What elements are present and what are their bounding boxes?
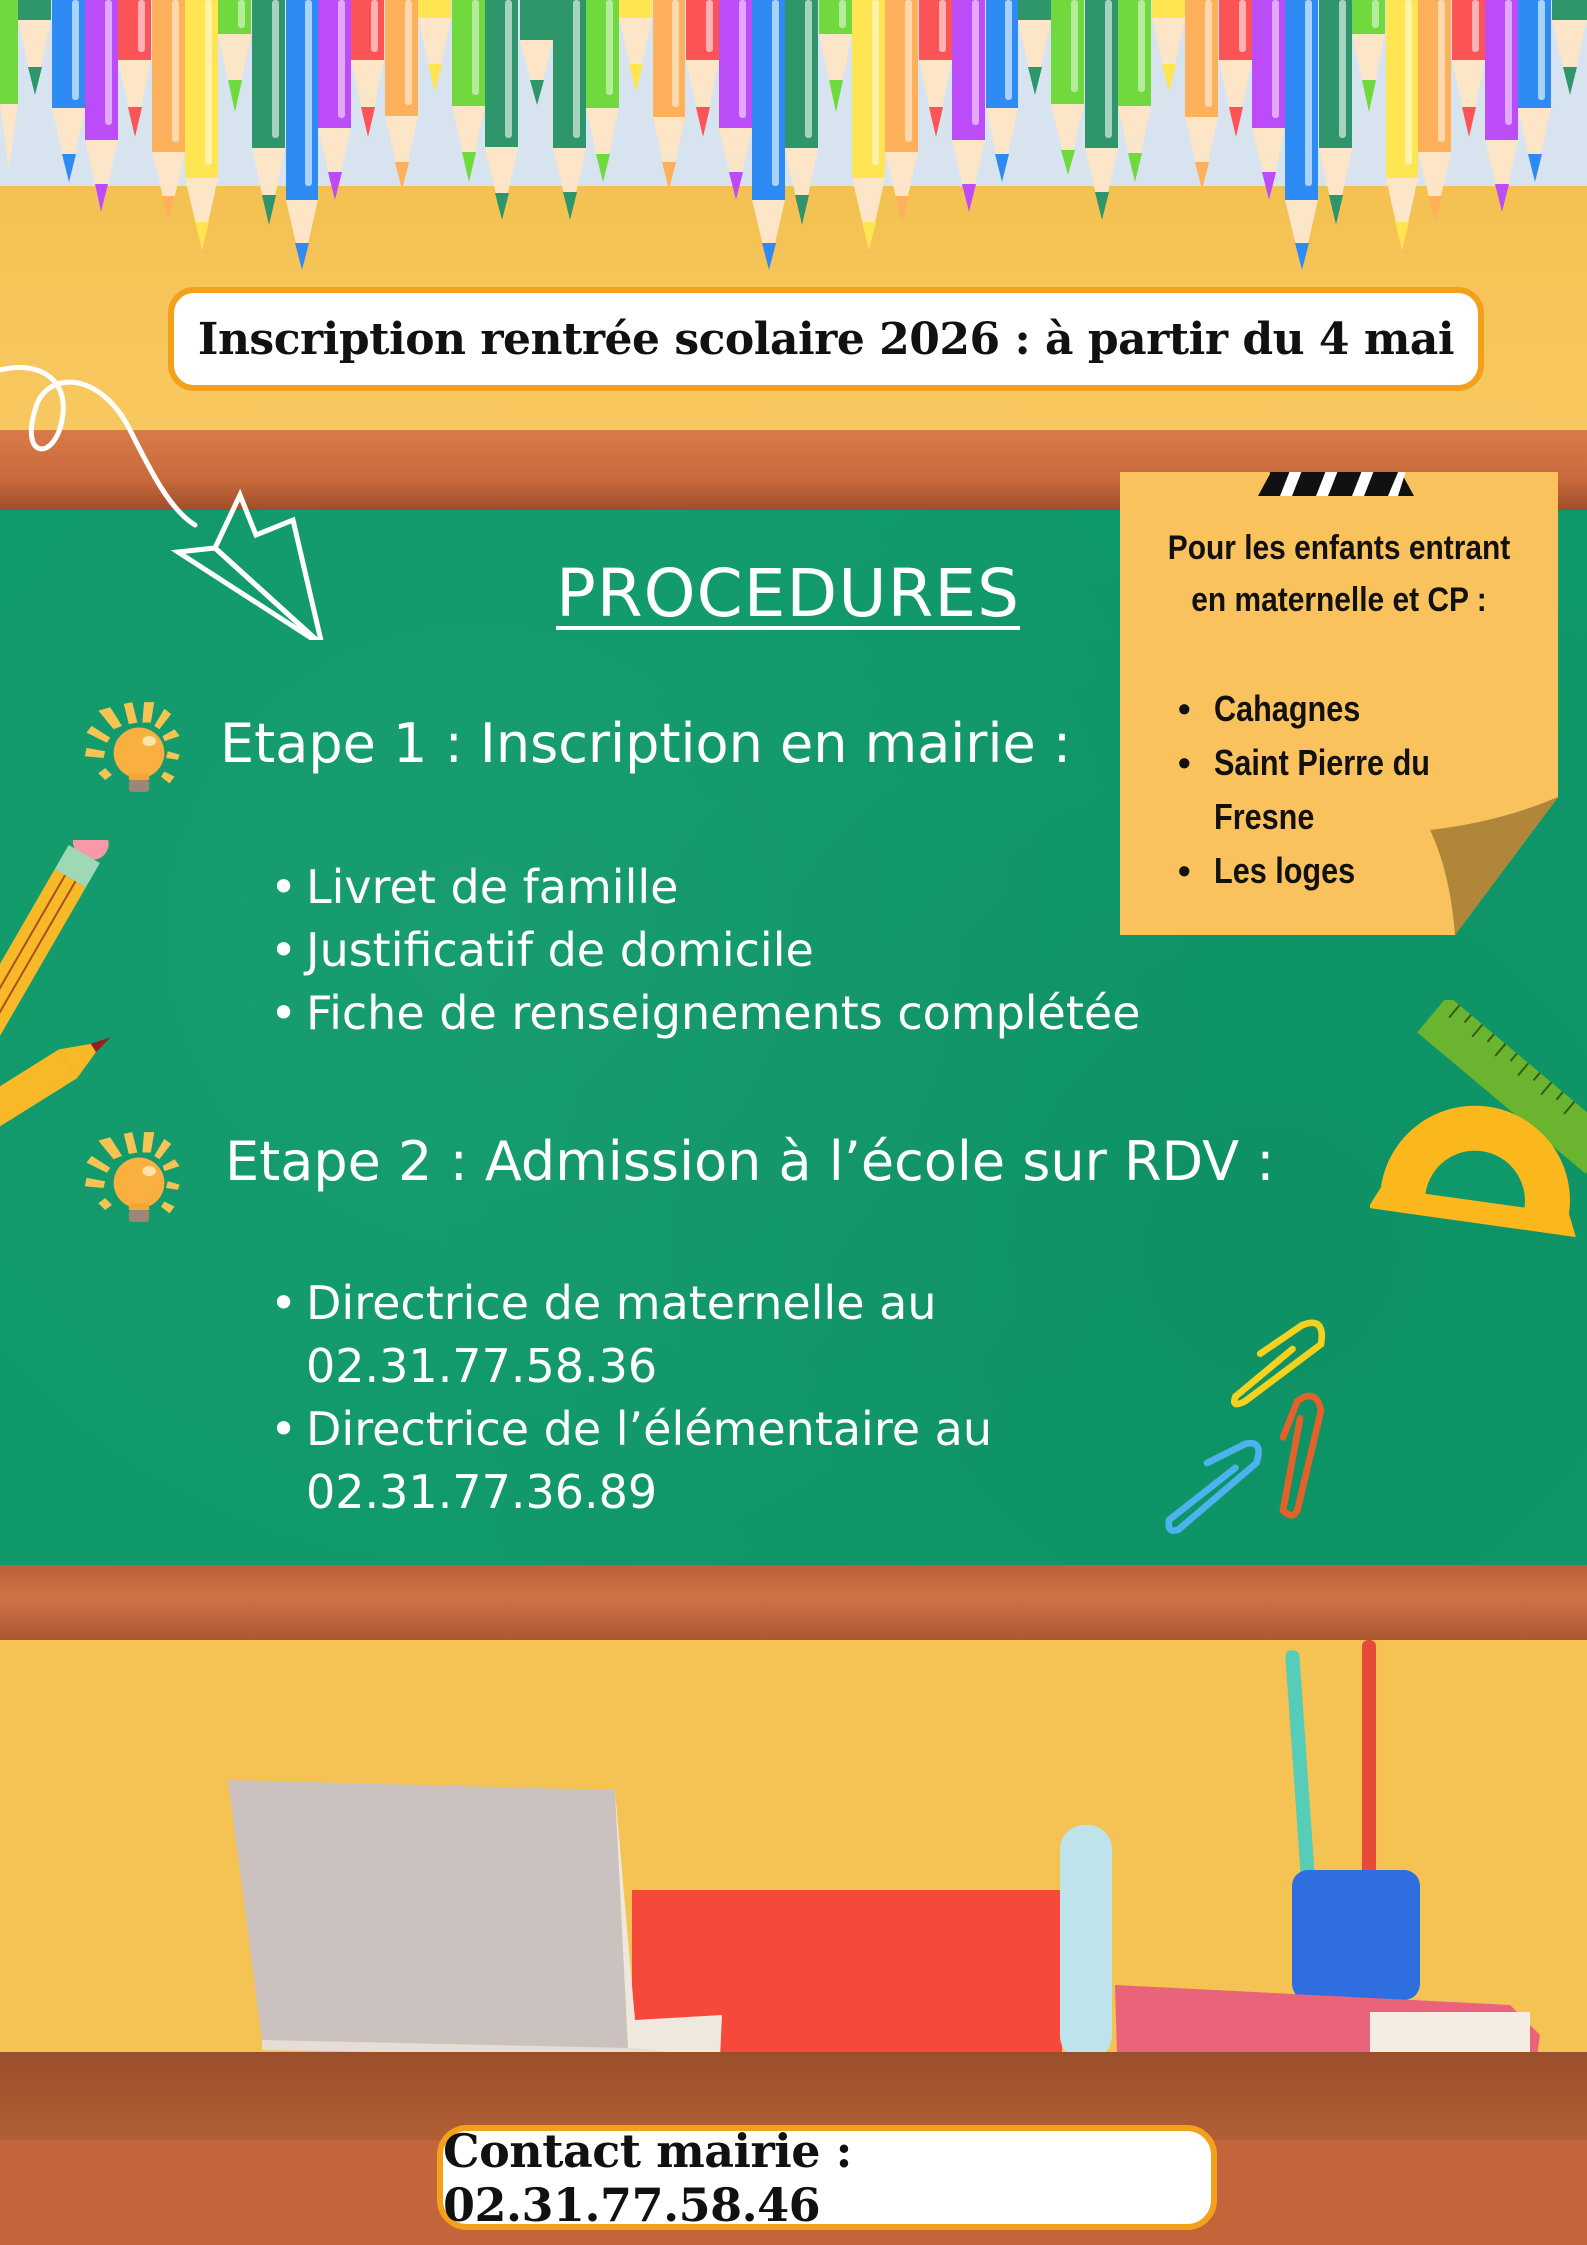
pencils-icon (0, 840, 130, 1130)
list-item: • Directrice de l’élémentaire au 02.31.77.36.89 (262, 1398, 1062, 1524)
list-item: • Cahagnes (1178, 682, 1468, 736)
list-item: • Saint Pierre du Fresne (1178, 736, 1468, 844)
maternelle-phone: 02.31.77.58.36 (306, 1339, 658, 1393)
list-item: • Les loges (1178, 844, 1468, 898)
books-icon (1115, 1985, 1540, 2060)
sticky-note (1120, 472, 1558, 935)
lightbulb-icon (74, 1122, 204, 1232)
desk-scene-illustration (0, 1640, 1587, 2060)
tape-icon (1258, 472, 1414, 496)
registration-title-banner (168, 287, 1484, 391)
sticky-note-heading: Pour les enfants entrant en maternelle et CP : (1167, 529, 1511, 619)
colored-pencils-decoration (0, 0, 1587, 280)
paper-plane-icon (0, 340, 340, 640)
registration-title: Inscription rentrée scolaire 2026 : à partir du 4 mai (197, 313, 1455, 365)
communes-list (1178, 682, 1468, 898)
contact-mairie-banner (437, 2125, 1217, 2230)
step-2-contacts-list (262, 1272, 1062, 1524)
pencils-icon (0, 0, 1587, 280)
step-1-title: Etape 1 : Inscription en mairie : (220, 712, 1072, 775)
step-1-requirements-list (262, 856, 1141, 1045)
contact-mairie-phone: Contact mairie : 02.31.77.58.46 (443, 2123, 852, 2232)
paperclips-icon (1150, 1305, 1340, 1545)
chalkboard-frame-bottom (0, 1565, 1587, 1645)
step-2-title: Etape 2 : Admission à l’école sur RDV : (225, 1130, 1275, 1193)
list-item: • Directrice de maternelle au 02.31.77.58.36 (262, 1272, 1062, 1398)
procedures-heading: PROCEDURES (556, 555, 1020, 632)
elementaire-phone: 02.31.77.36.89 (306, 1465, 658, 1519)
lightbulb-icon (74, 692, 204, 802)
list-item: • Justificatif de domicile (262, 919, 1141, 982)
pencil-cup-icon (1285, 1640, 1420, 2000)
ruler-protractor-icon (1370, 1000, 1587, 1245)
list-item: • Fiche de renseignements complétée (262, 982, 1141, 1045)
list-item: • Livret de famille (262, 856, 1141, 919)
